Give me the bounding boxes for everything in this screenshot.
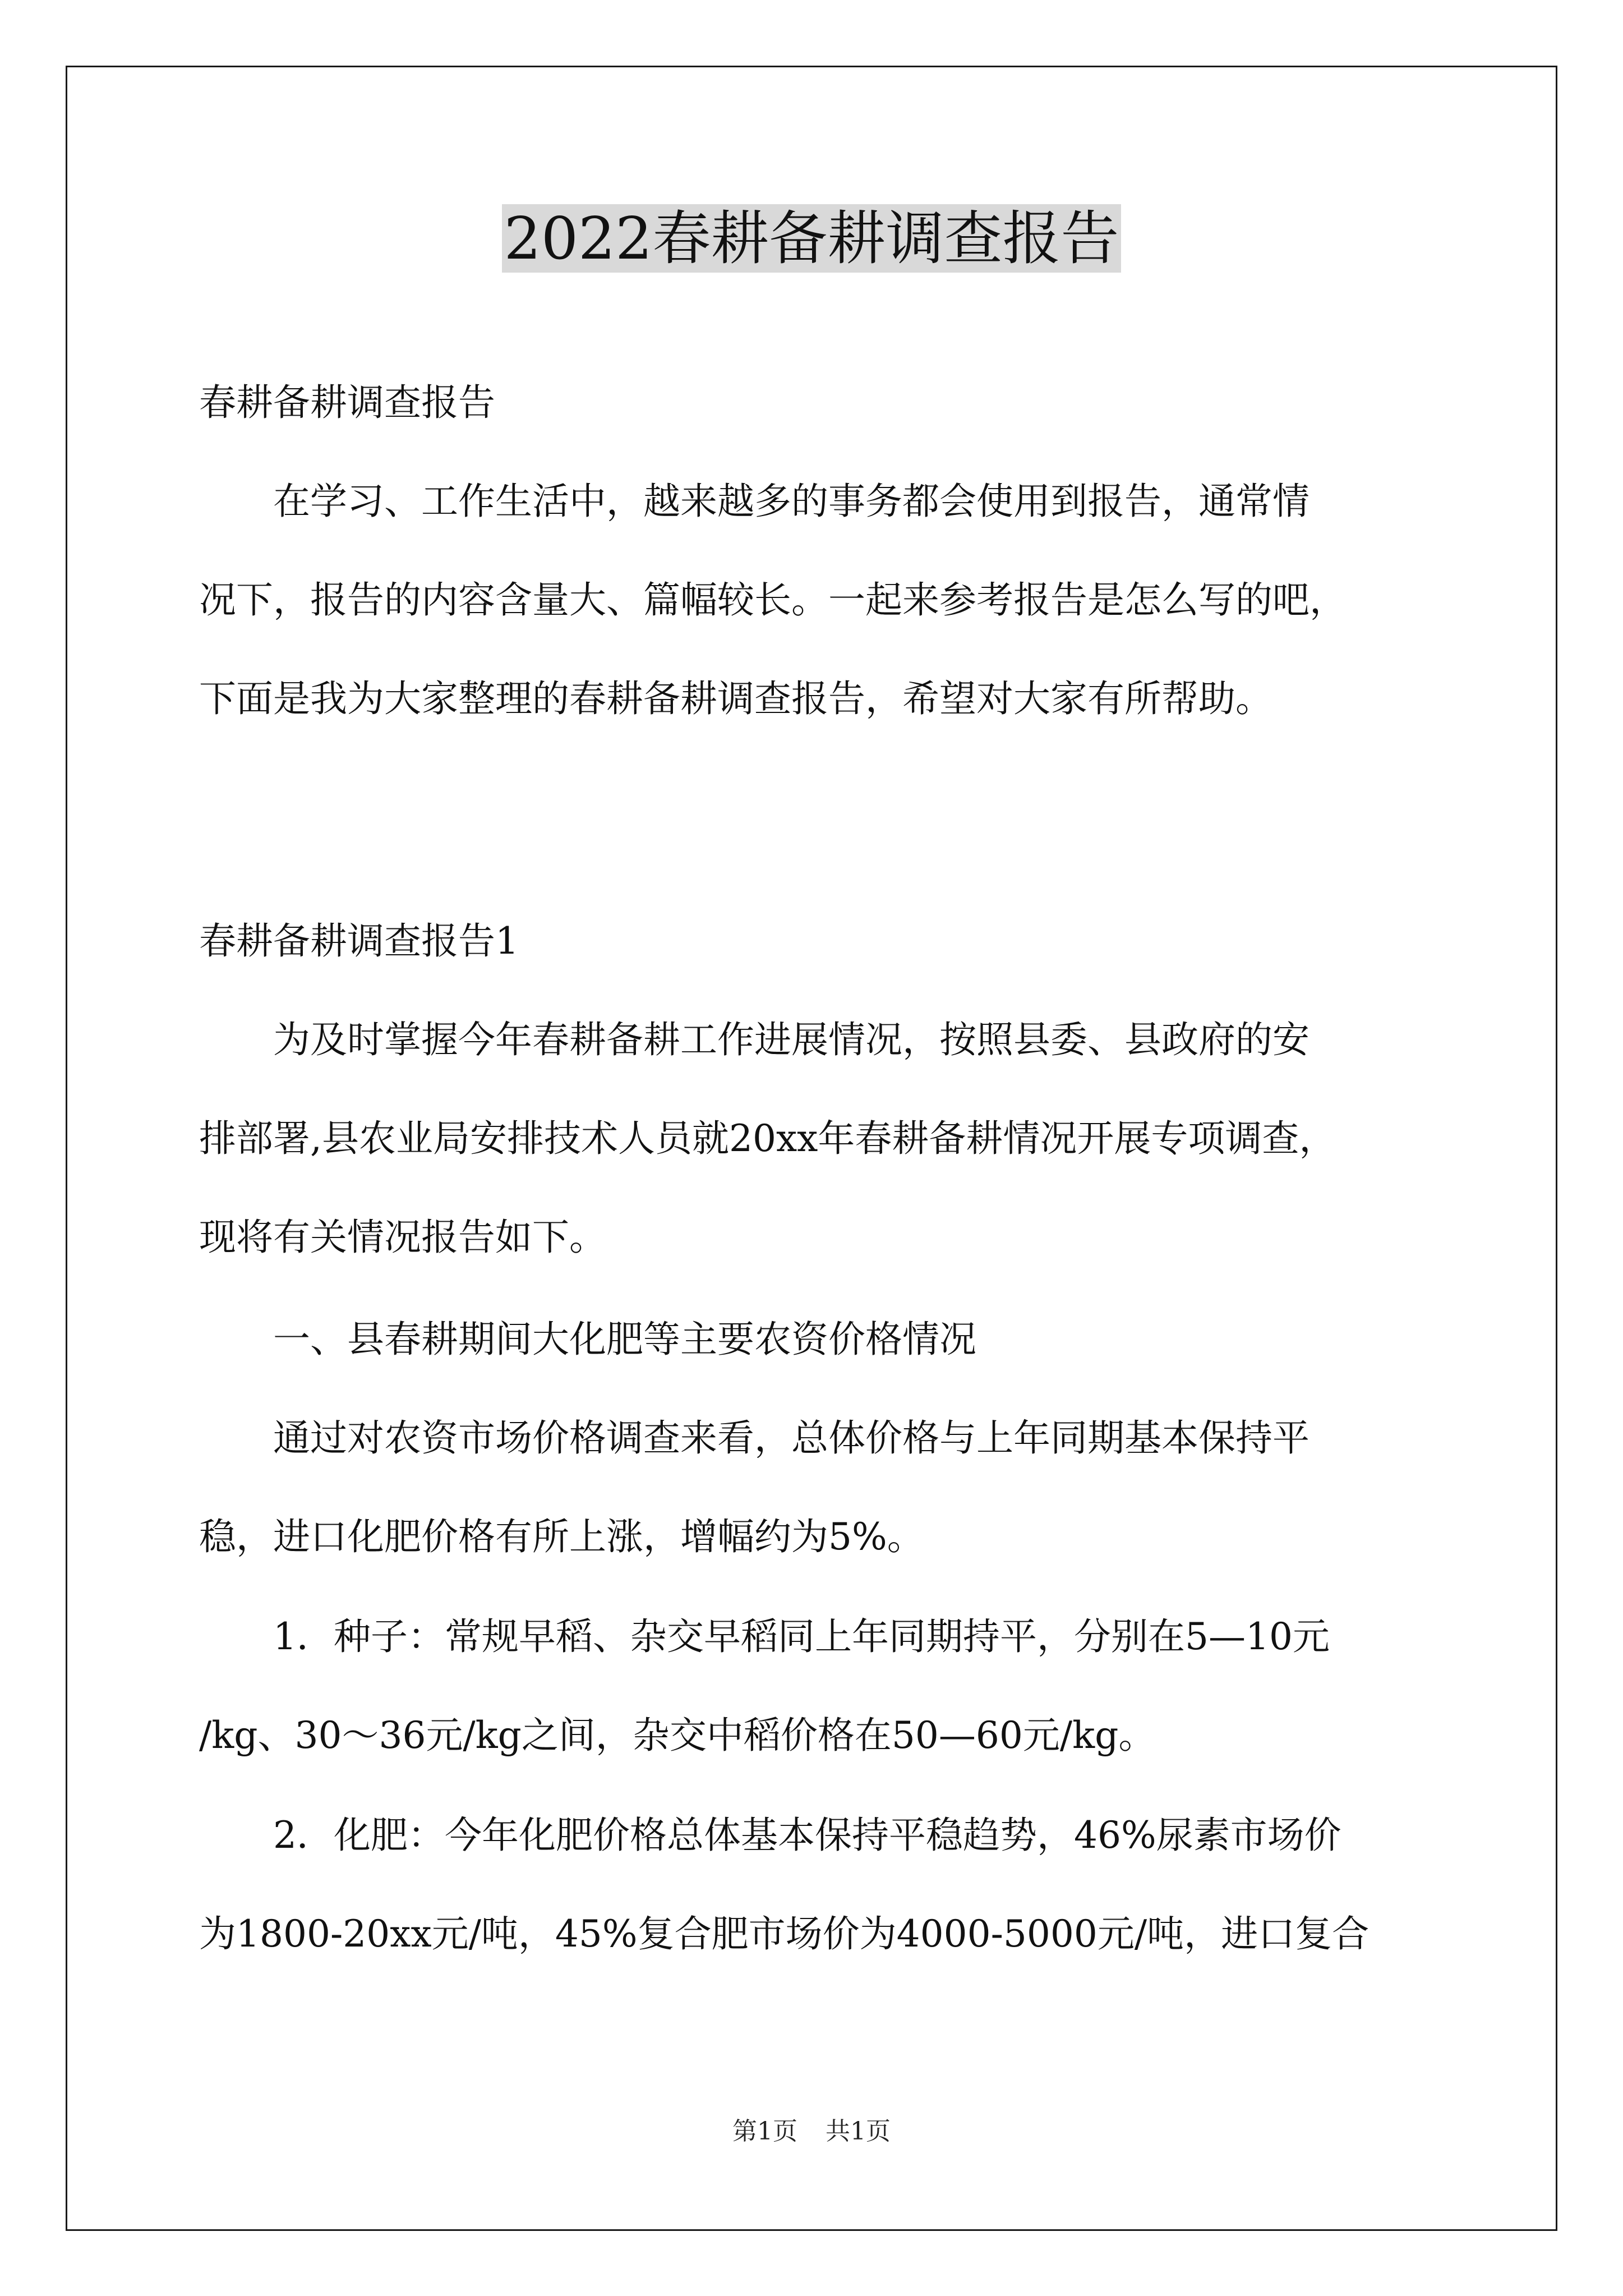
part1-heading: 一、县春耕期间大化肥等主要农资价格情况 — [273, 1318, 976, 1361]
part1-paragraph — [199, 1389, 1433, 1586]
page-footer — [0, 2115, 1623, 2148]
part1-line-2: 稳，进口化肥价格有所上涨，增幅约为5%。 — [199, 1515, 924, 1558]
section-line-2: 排部署,县农业局安排技术人员就20xx年春耕备耕情况开展专项调查， — [199, 1117, 1336, 1160]
intro-line-2: 况下，报告的内容含量大、篇幅较长。一起来参考报告是怎么写的吧， — [199, 578, 1347, 622]
section-paragraph — [199, 991, 1433, 1287]
item1-line-1: 1．种子：常规早稻、杂交早稻同上年同期持平，分别在5—10元 — [273, 1615, 1330, 1658]
section-line-1: 为及时掌握今年春耕备耕工作进展情况，按照县委、县政府的安 — [273, 1018, 1310, 1061]
item2-line-2: 为1800-20xx元/吨，45%复合肥市场价为4000-5000元/吨，进口复合 — [199, 1912, 1370, 1955]
item2-paragraph — [199, 1786, 1433, 1984]
item2-line-1: 2．化肥：今年化肥价格总体基本保持平稳趋势，46%尿素市场价 — [273, 1814, 1341, 1857]
intro-paragraph — [199, 452, 1433, 748]
page-total: 共1页 — [826, 2117, 891, 2146]
intro-line-1: 在学习、工作生活中，越来越多的事务都会使用到报告，通常情 — [273, 480, 1310, 523]
item1-line-2: /kg、30～36元/kg之间，杂交中稻价格在50—60元/kg。 — [199, 1714, 1156, 1757]
intro-line-3: 下面是我为大家整理的春耕备耕调查报告，希望对大家有所帮助。 — [199, 677, 1272, 720]
section-line-3: 现将有关情况报告如下。 — [199, 1216, 606, 1259]
part1-line-1: 通过对农资市场价格调查来看，总体价格与上年同期基本保持平 — [273, 1416, 1310, 1460]
document-subtitle: 春耕备耕调查报告 — [199, 381, 495, 424]
section-heading: 春耕备耕调查报告1 — [199, 919, 519, 963]
page-number: 第1页 — [732, 2117, 797, 2146]
document-title-text: 2022春耕备耕调查报告 — [502, 204, 1122, 273]
document-title — [0, 199, 1623, 278]
item1-paragraph — [199, 1588, 1433, 1785]
